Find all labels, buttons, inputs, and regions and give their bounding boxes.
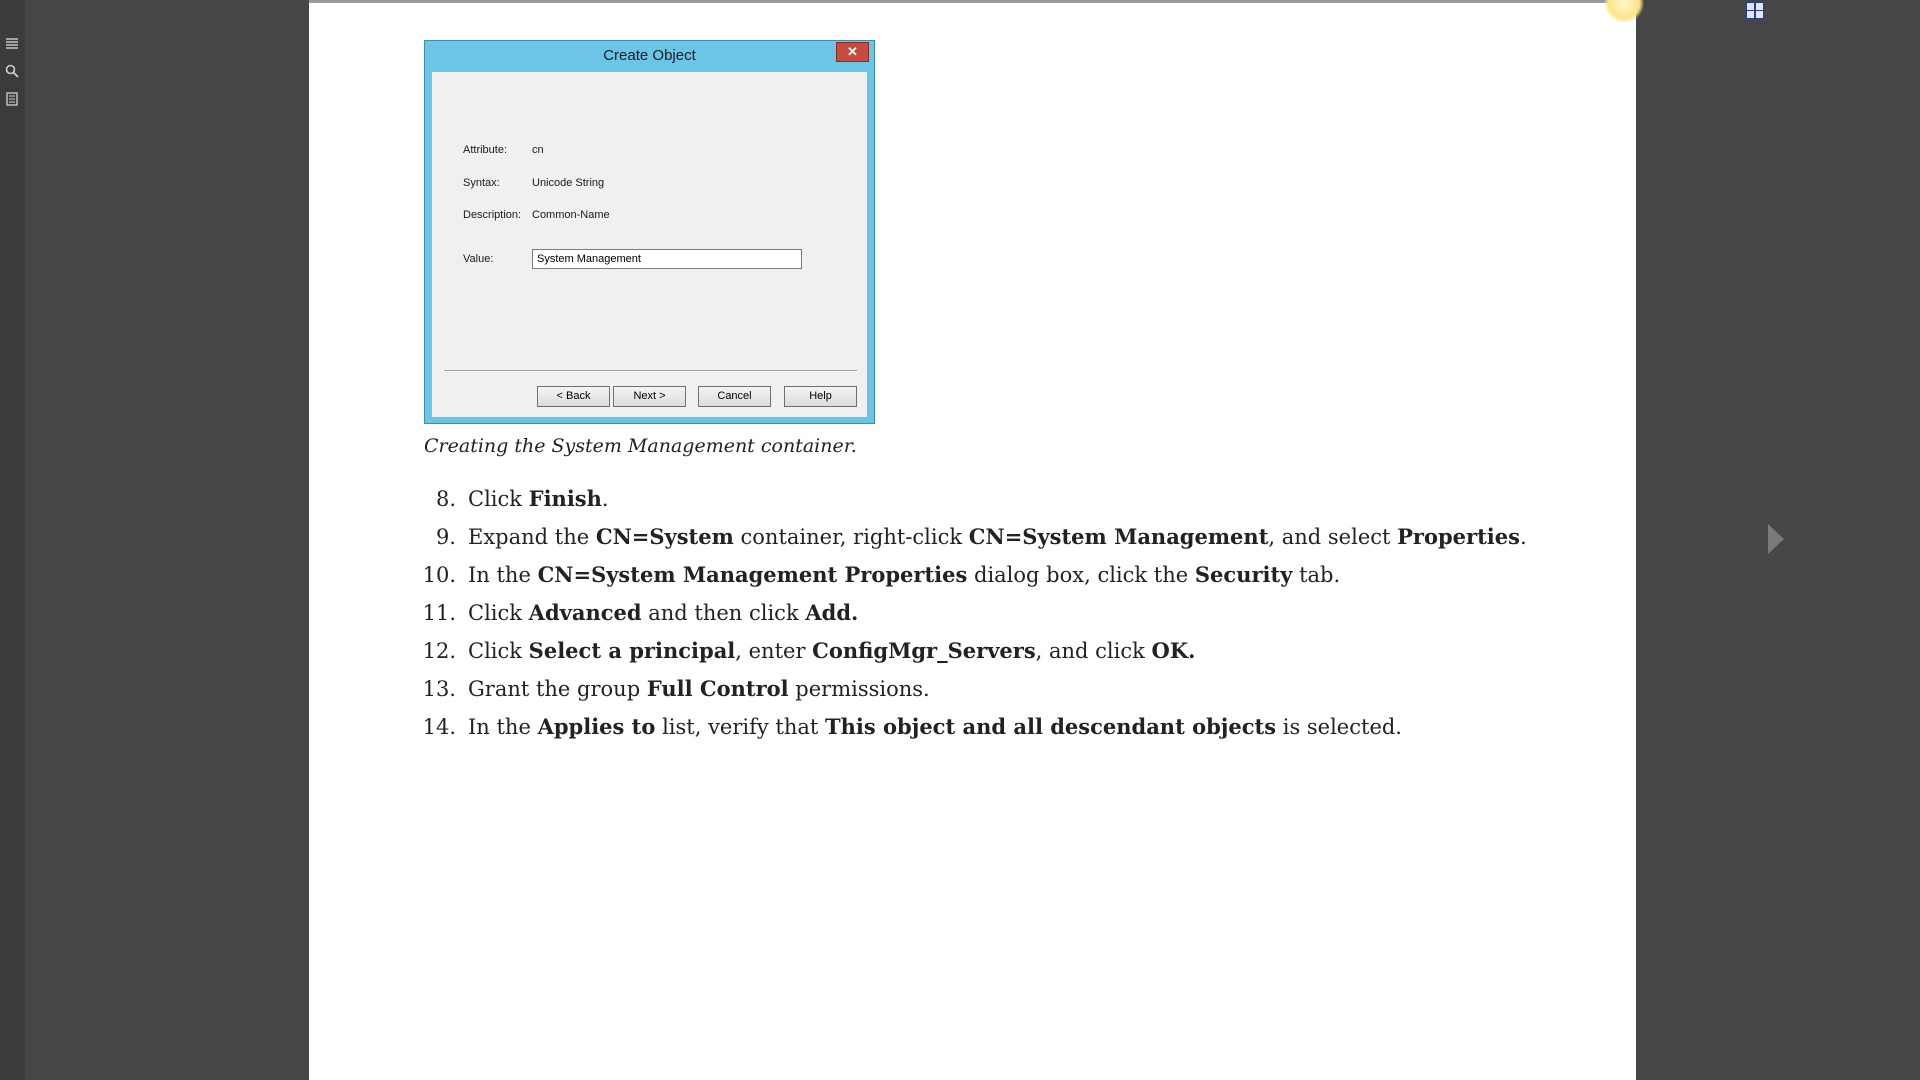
windows-flag-icon[interactable] [1746, 2, 1764, 19]
reader-sidebar [0, 0, 25, 1080]
step-number: 13. [422, 677, 456, 701]
step-item [410, 712, 1610, 750]
step-number: 12. [422, 639, 456, 663]
step-number: 10. [422, 563, 456, 587]
step-run: permissions. [788, 677, 930, 701]
step-text [468, 560, 1340, 590]
step-emphasis: Finish [528, 486, 602, 511]
dialog-divider [444, 370, 857, 372]
step-run: In the [468, 715, 538, 739]
next-button[interactable]: Next > [613, 386, 686, 407]
step-number: 8. [435, 487, 456, 511]
step-run: Click [468, 601, 529, 625]
syntax-label: Syntax: [463, 177, 500, 189]
step-run: is selected. [1276, 715, 1402, 739]
step-emphasis: Applies to [537, 714, 656, 739]
step-run: , enter [735, 639, 813, 663]
step-run: and then click [641, 601, 806, 625]
create-object-dialog [424, 40, 875, 424]
step-item [410, 598, 1610, 636]
step-emphasis: Full Control [646, 676, 789, 701]
step-emphasis: CN=System Management Properties [537, 562, 968, 587]
help-button[interactable]: Help [784, 386, 857, 407]
step-run: , and click [1035, 639, 1152, 663]
step-emphasis: OK. [1151, 638, 1196, 663]
cancel-button[interactable]: Cancel [698, 386, 771, 407]
step-run: Expand the [468, 525, 596, 549]
cursor-highlight [1604, 0, 1644, 23]
step-text [468, 484, 609, 514]
attribute-value: cn [532, 144, 544, 156]
step-run: list, verify that [655, 715, 826, 739]
back-button[interactable]: < Back [537, 386, 610, 407]
step-text [468, 522, 1527, 552]
search-icon[interactable] [3, 62, 21, 80]
step-run: container, right-click [733, 525, 969, 549]
next-page-arrow-icon[interactable] [1768, 524, 1784, 554]
value-field[interactable]: System Management [532, 249, 802, 269]
close-icon[interactable]: ✕ [836, 42, 869, 62]
value-label: Value: [463, 253, 494, 265]
description-value: Common-Name [532, 209, 610, 221]
step-text [468, 636, 1195, 666]
steps-list [410, 484, 1610, 750]
step-run: Grant the group [468, 677, 647, 701]
step-number: 14. [422, 715, 456, 739]
step-run: . [1519, 525, 1527, 549]
step-item [410, 522, 1610, 560]
step-run: . [601, 487, 609, 511]
list-icon[interactable] [3, 34, 21, 52]
step-run: Click [468, 487, 529, 511]
step-run: tab. [1292, 563, 1341, 587]
step-number: 9. [435, 525, 456, 549]
step-text [468, 712, 1402, 742]
step-text [468, 598, 858, 628]
step-run: dialog box, click the [967, 563, 1195, 587]
step-run: Click [468, 639, 529, 663]
attribute-label: Attribute: [463, 144, 508, 156]
syntax-value: Unicode String [532, 177, 605, 189]
step-emphasis: Select a principal [528, 638, 736, 663]
step-emphasis: Add. [805, 600, 859, 625]
step-item [410, 674, 1610, 712]
step-emphasis: CN=System Management [968, 524, 1269, 549]
step-emphasis: Advanced [528, 600, 642, 625]
step-emphasis: Properties [1397, 524, 1520, 549]
step-emphasis: This object and all descendant objects [825, 714, 1277, 739]
step-number: 11. [422, 601, 456, 625]
document-icon[interactable] [3, 90, 21, 108]
description-label: Description: [463, 209, 522, 221]
step-item [410, 636, 1610, 674]
dialog-title: Create Object [603, 47, 696, 64]
step-emphasis: CN=System [595, 524, 734, 549]
figure-caption: Creating the System Management container. [424, 435, 857, 457]
step-item [410, 484, 1610, 522]
step-run: In the [468, 563, 538, 587]
dialog-body [432, 72, 867, 417]
step-text [468, 674, 930, 704]
step-emphasis: ConfigMgr_Servers [812, 638, 1036, 663]
step-emphasis: Security [1194, 562, 1293, 587]
step-item [410, 560, 1610, 598]
step-run: , and select [1268, 525, 1398, 549]
